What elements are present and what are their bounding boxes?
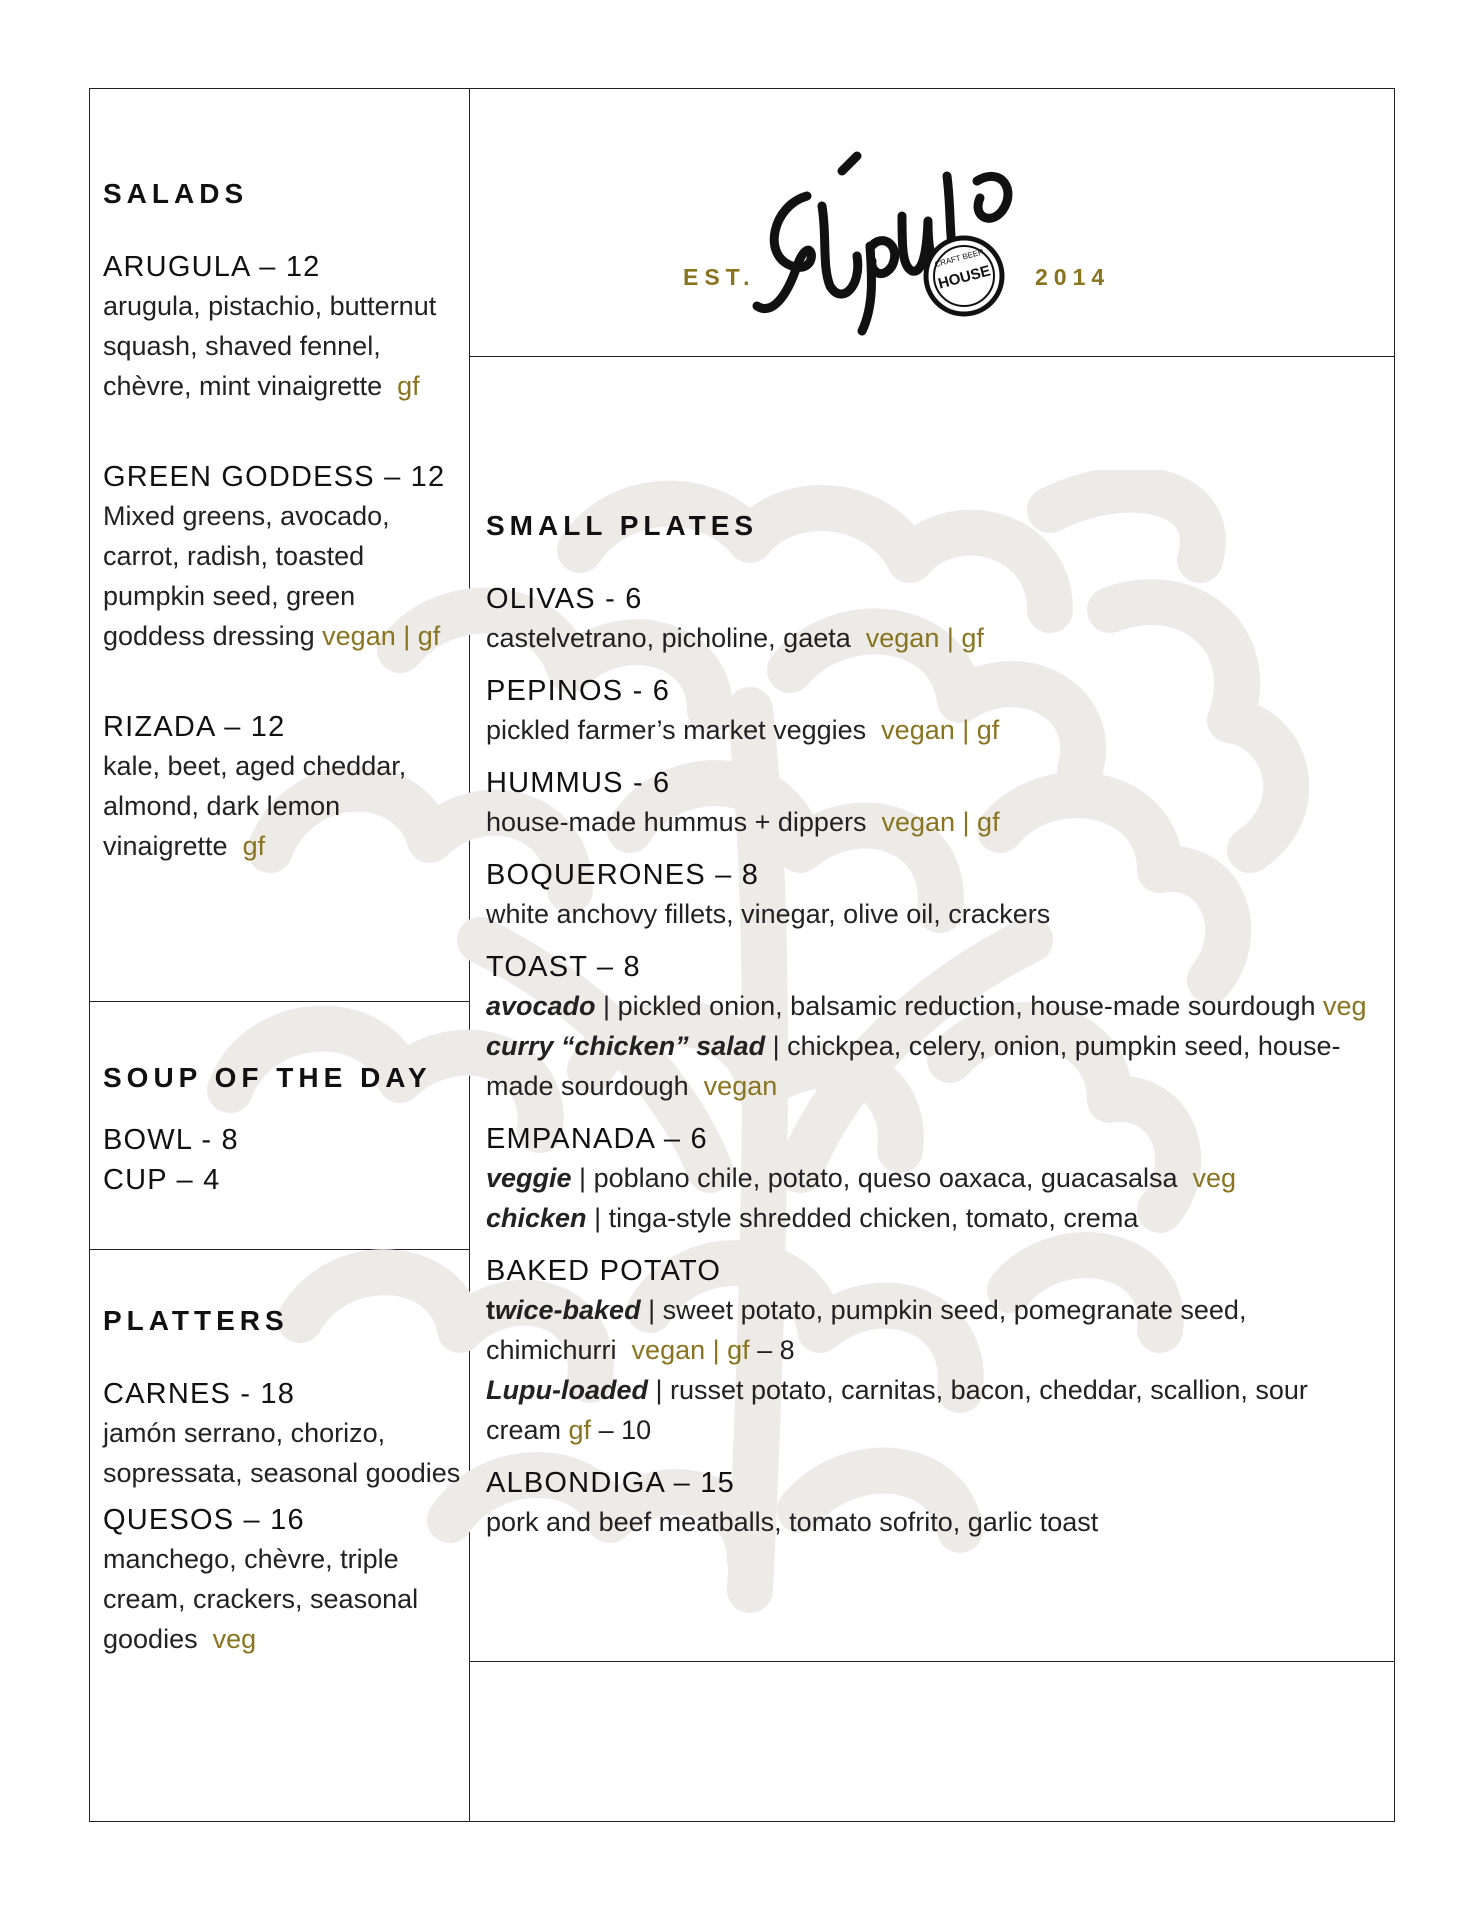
item-description: jamón serrano, chorizo, sopressata, seasonal goodies bbox=[103, 1418, 461, 1488]
menu-item bbox=[486, 856, 1386, 934]
diet-tag: gf bbox=[397, 371, 420, 401]
item-description: Mixed greens, avocado, carrot, radish, toasted pumpkin seed, green goddess dressing vegan | gf bbox=[103, 501, 441, 651]
diet-tag: veg bbox=[212, 1624, 257, 1654]
item-description: manchego, chèvre, triple cream, crackers, seasonal goodies veg bbox=[103, 1544, 419, 1654]
est-year: 2014 bbox=[1035, 264, 1111, 290]
diet-tag: vegan | gf bbox=[881, 715, 1000, 745]
menu-item bbox=[486, 672, 1386, 750]
item-name: CARNES - 18 bbox=[103, 1378, 296, 1410]
soup-section bbox=[103, 1062, 463, 1200]
item-description: kale, beet, aged cheddar, almond, dark lemon vinaigrette gf bbox=[103, 751, 407, 861]
diet-tag: vegan bbox=[703, 1071, 778, 1101]
variant-label: Lupu-loaded bbox=[486, 1375, 648, 1405]
item-name: OLIVAS - 6 bbox=[486, 583, 643, 615]
soup-bowl-price: BOWL - 8 bbox=[103, 1124, 239, 1156]
small-plates-divider bbox=[469, 1661, 1395, 1662]
item-description: house-made hummus + dippers vegan | gf bbox=[486, 807, 1000, 837]
diet-tag: veg bbox=[1323, 991, 1367, 1021]
small-plates-section bbox=[486, 510, 1386, 1542]
svg-text:HOUSE: HOUSE bbox=[936, 262, 993, 293]
diet-tag: vegan | gf bbox=[865, 623, 984, 653]
menu-item bbox=[486, 948, 1386, 1106]
item-name: ARUGULA – 12 bbox=[103, 251, 321, 283]
soup-title: SOUP OF THE DAY bbox=[103, 1062, 432, 1093]
est-label: EST. bbox=[683, 264, 756, 290]
soup-cup-price: CUP – 4 bbox=[103, 1164, 221, 1196]
menu-item bbox=[486, 764, 1386, 842]
item-name: HUMMUS - 6 bbox=[486, 767, 671, 799]
platters-section bbox=[103, 1305, 463, 1659]
item-description: castelvetrano, picholine, gaeta vegan | gf bbox=[486, 623, 984, 653]
variant-label: avocado bbox=[486, 991, 596, 1021]
variant-label: curry “chicken” salad bbox=[486, 1031, 766, 1061]
item-description: arugula, pistachio, butternut squash, shaved fennel, chèvre, mint vinaigrette gf bbox=[103, 291, 437, 401]
variant-label: wice-baked bbox=[495, 1295, 641, 1325]
menu-item bbox=[486, 1464, 1386, 1542]
item-name: GREEN GODDESS – 12 bbox=[103, 461, 446, 493]
price: – 10 bbox=[591, 1415, 652, 1445]
diet-tag: veg bbox=[1192, 1163, 1237, 1193]
item-description: pickled farmer’s market veggies vegan | gf bbox=[486, 715, 1000, 745]
item-description: pork and beef meatballs, tomato sofrito, garlic toast bbox=[486, 1507, 1099, 1537]
item-description: white anchovy fillets, vinegar, olive oil, crackers bbox=[486, 899, 1051, 929]
lupulo-logo bbox=[752, 136, 1017, 336]
item-name: EMPANADA – 6 bbox=[486, 1123, 708, 1155]
item-name: RIZADA – 12 bbox=[103, 711, 286, 743]
menu-item bbox=[103, 708, 463, 866]
item-name: ALBONDIGA – 15 bbox=[486, 1467, 735, 1499]
item-variant: veggie | poblano chile, potato, queso oaxaca, guacasalsa veg bbox=[486, 1163, 1237, 1193]
diet-tag: vegan | gf bbox=[322, 621, 441, 651]
salads-title: SALADS bbox=[103, 178, 249, 209]
menu-item bbox=[103, 1375, 463, 1493]
menu-item bbox=[486, 1120, 1386, 1238]
variant-label: veggie bbox=[486, 1163, 572, 1193]
item-variant: twice-baked | sweet potato, pumpkin seed, pomegranate seed, chimichurri vegan | gf – 8 bbox=[486, 1295, 1247, 1365]
menu-item bbox=[486, 1252, 1386, 1450]
item-variant: chicken | tinga-style shredded chicken, tomato, crema bbox=[486, 1203, 1139, 1233]
item-name: QUESOS – 16 bbox=[103, 1504, 305, 1536]
diet-tag: gf bbox=[242, 831, 266, 861]
salads-section bbox=[103, 178, 463, 866]
diet-tag: vegan | gf bbox=[631, 1335, 750, 1365]
diet-tag: gf bbox=[568, 1415, 592, 1445]
menu-item bbox=[486, 580, 1386, 658]
platters-title: PLATTERS bbox=[103, 1305, 289, 1336]
item-name: TOAST – 8 bbox=[486, 951, 641, 983]
price: – 8 bbox=[749, 1335, 795, 1365]
svg-text:CRAFT BEER: CRAFT BEER bbox=[933, 247, 985, 270]
menu-item bbox=[103, 1501, 463, 1659]
item-name: BAKED POTATO bbox=[486, 1255, 722, 1287]
item-name: BOQUERONES – 8 bbox=[486, 859, 760, 891]
item-variant: curry “chicken” salad | chickpea, celery, onion, pumpkin seed, house-made sourdough vegan bbox=[486, 1031, 1341, 1101]
diet-tag: vegan | gf bbox=[881, 807, 1000, 837]
item-variant: avocado | pickled onion, balsamic reduction, house-made sourdough veg bbox=[486, 991, 1367, 1021]
small-plates-title: SMALL PLATES bbox=[486, 510, 759, 541]
item-variant: Lupu-loaded | russet potato, carnitas, bacon, cheddar, scallion, sour cream gf – 10 bbox=[486, 1375, 1308, 1445]
menu-item bbox=[103, 458, 463, 656]
menu-item bbox=[103, 248, 463, 406]
variant-label: chicken bbox=[486, 1203, 587, 1233]
item-name: PEPINOS - 6 bbox=[486, 675, 671, 707]
header-divider bbox=[469, 356, 1395, 357]
